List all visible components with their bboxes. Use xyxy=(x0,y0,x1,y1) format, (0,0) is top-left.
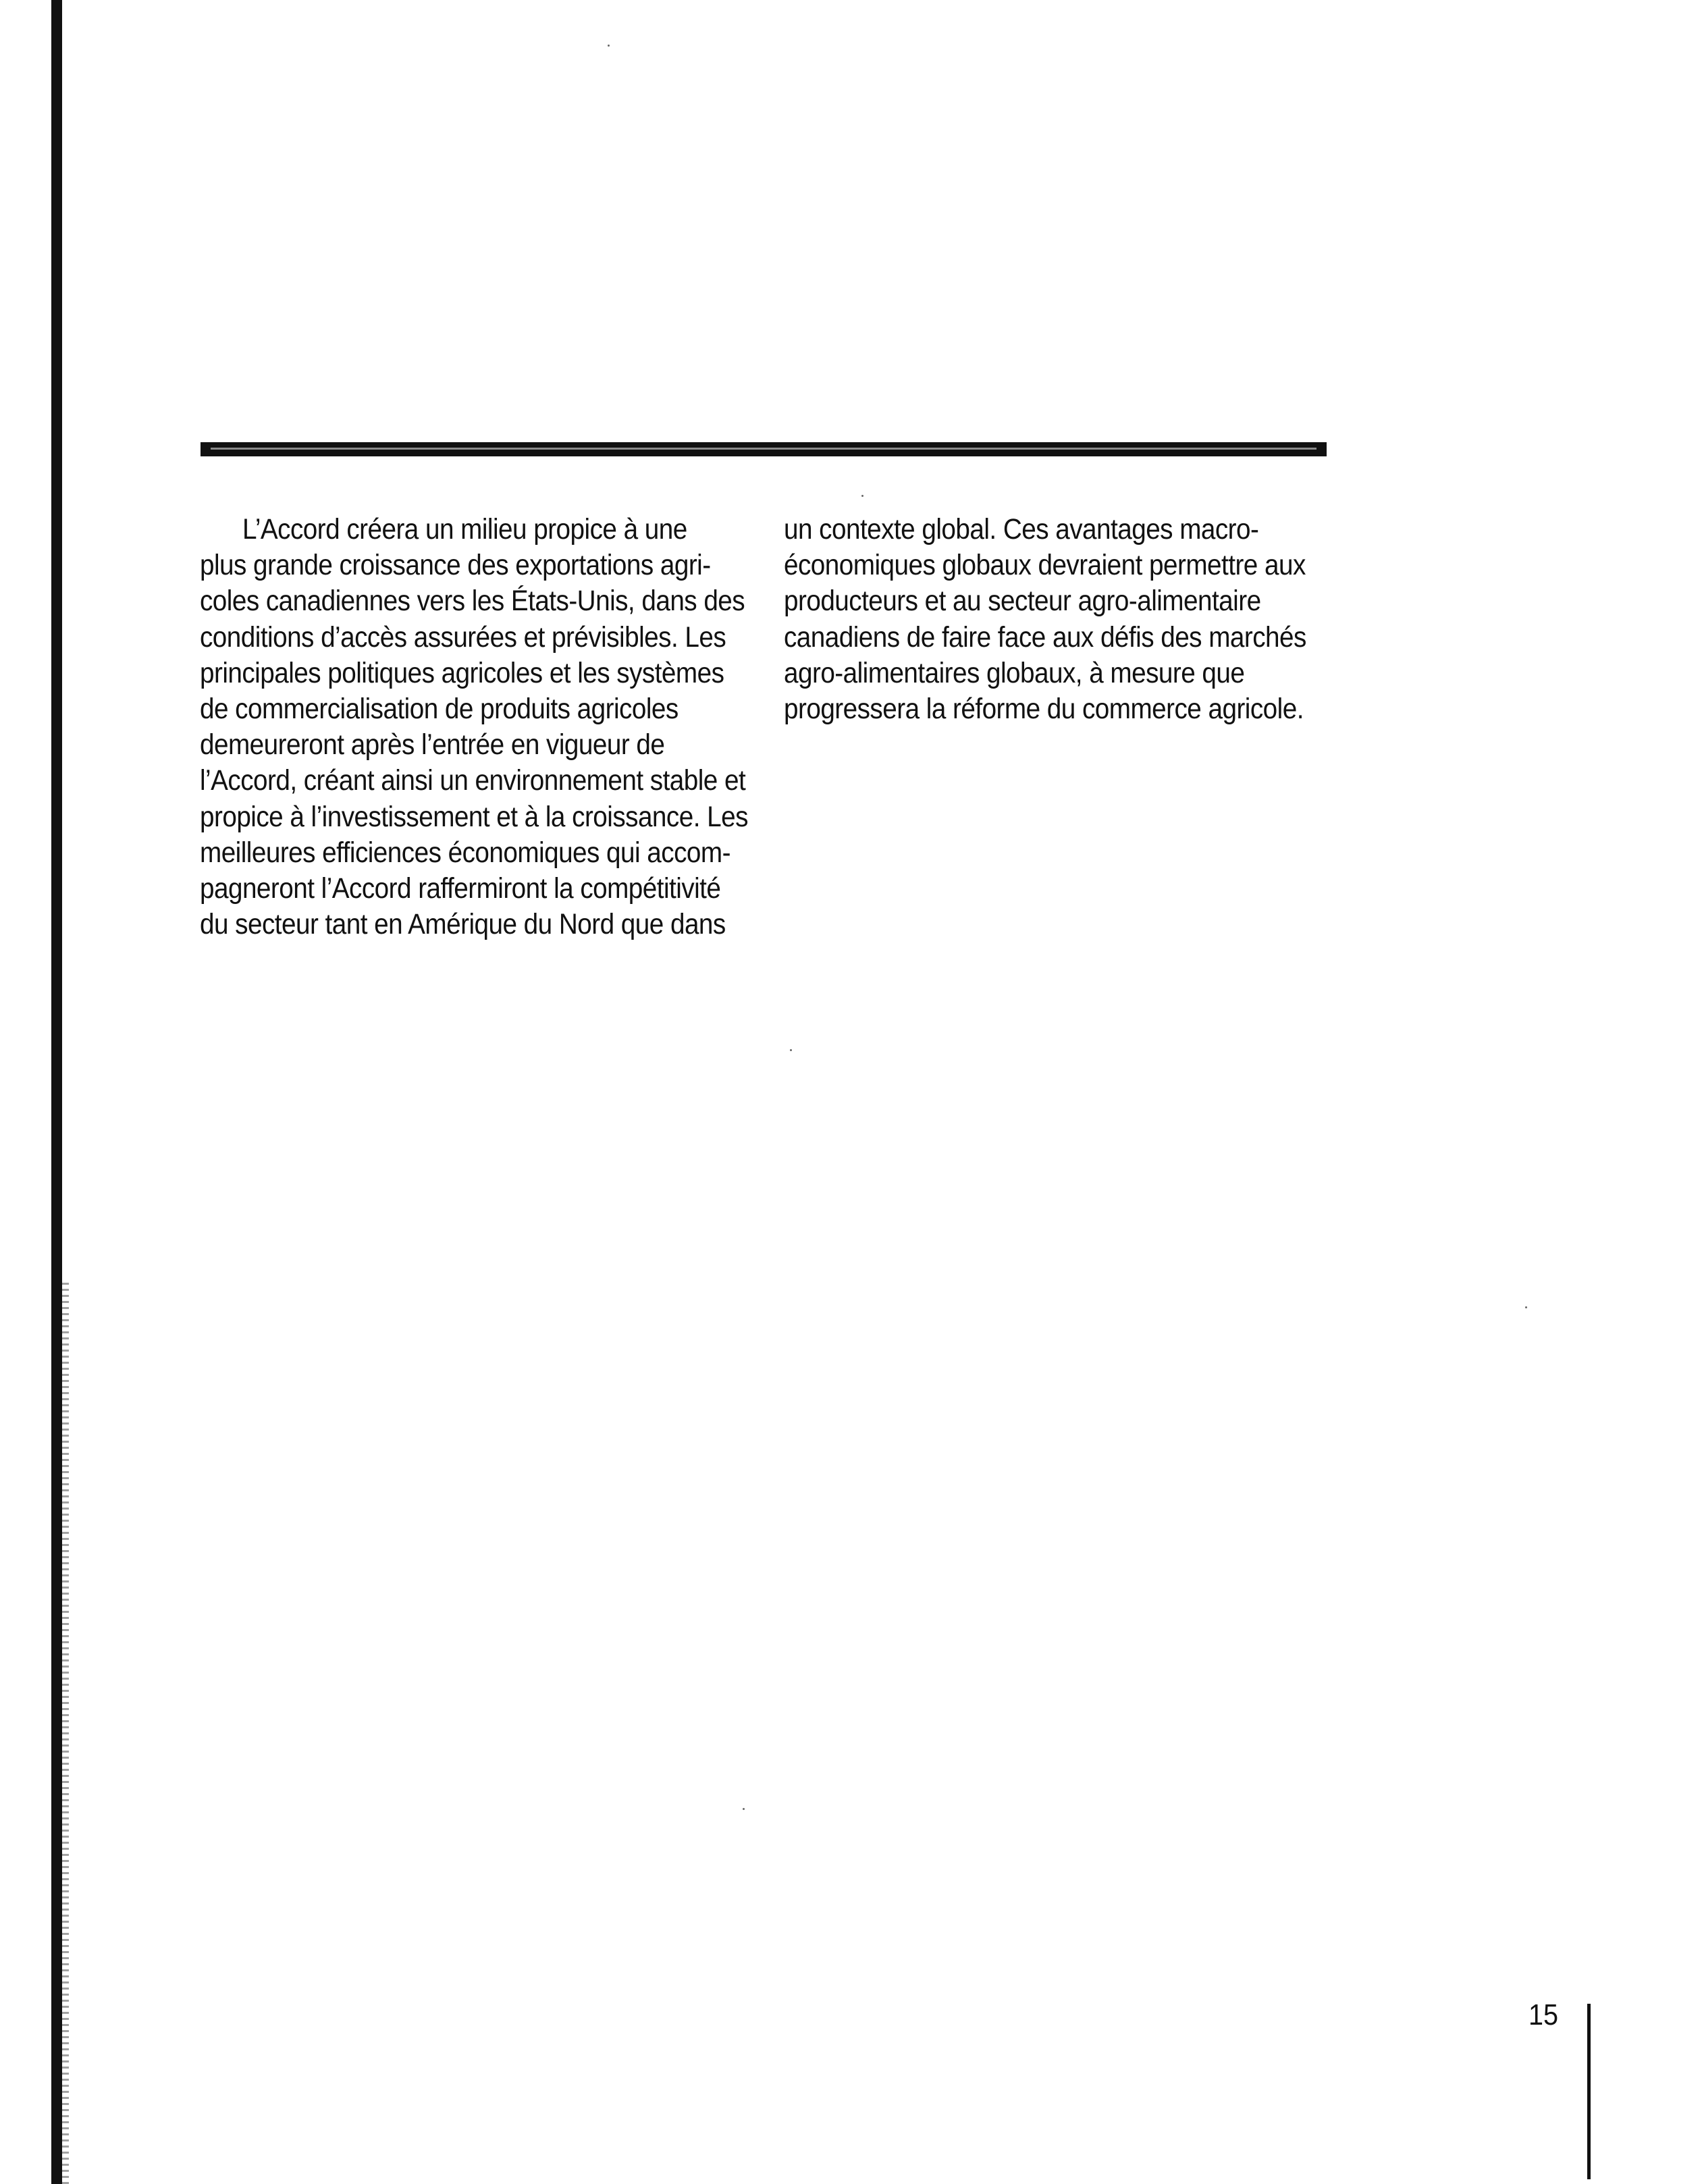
section-rule-highlight xyxy=(211,448,1317,450)
text-line: pagneront l’Accord raffermiront la compétitivité xyxy=(200,872,721,905)
text-line: producteurs et au secteur agro-alimentaire xyxy=(784,585,1261,618)
text-line: agro-alimentaires globaux, à mesure que xyxy=(784,656,1245,689)
margin-bar xyxy=(1587,2004,1591,2179)
text-line: L’Accord créera un milieu propice à une xyxy=(242,513,687,545)
text-line: progressera la réforme du commerce agricole. xyxy=(784,693,1304,726)
text-line: demeureront après l’entrée en vigueur de xyxy=(200,728,665,762)
text-line: l’Accord, créant ainsi un environnement stable et xyxy=(200,764,746,797)
text-line: de commercialisation de produits agricoles xyxy=(200,693,679,726)
text-line: du secteur tant en Amérique du Nord que dans xyxy=(200,908,726,941)
page-number: 15 xyxy=(1528,1998,1559,2031)
text-line: principales politiques agricoles et les systèmes xyxy=(200,656,724,689)
right-column xyxy=(784,512,1306,727)
text-line: propice à l’investissement et à la croissance. Les xyxy=(200,800,748,833)
text-line: coles canadiennes vers les États-Unis, dans des xyxy=(200,585,745,618)
paragraph-left xyxy=(200,512,748,942)
text-line: un contexte global. Ces avantages macro- xyxy=(784,513,1259,545)
binding-edge-texture xyxy=(62,1283,69,2184)
text-line: économiques globaux devraient permettre aux xyxy=(784,549,1306,582)
paragraph-right xyxy=(784,512,1306,727)
scan-speck xyxy=(608,45,610,47)
text-line: conditions d’accès assurées et prévisibles. Les xyxy=(200,620,726,654)
text-line: meilleures efficiences économiques qui accom- xyxy=(200,836,730,869)
text-line: plus grande croissance des exportations agri- xyxy=(200,549,711,582)
text-line: canadiens de faire face aux défis des marchés xyxy=(784,620,1306,654)
scan-speck xyxy=(790,1049,792,1051)
left-column xyxy=(200,512,748,942)
binding-edge xyxy=(51,0,62,2184)
scan-speck xyxy=(1525,1306,1527,1308)
scan-speck xyxy=(743,1808,745,1810)
scan-speck xyxy=(861,495,863,497)
